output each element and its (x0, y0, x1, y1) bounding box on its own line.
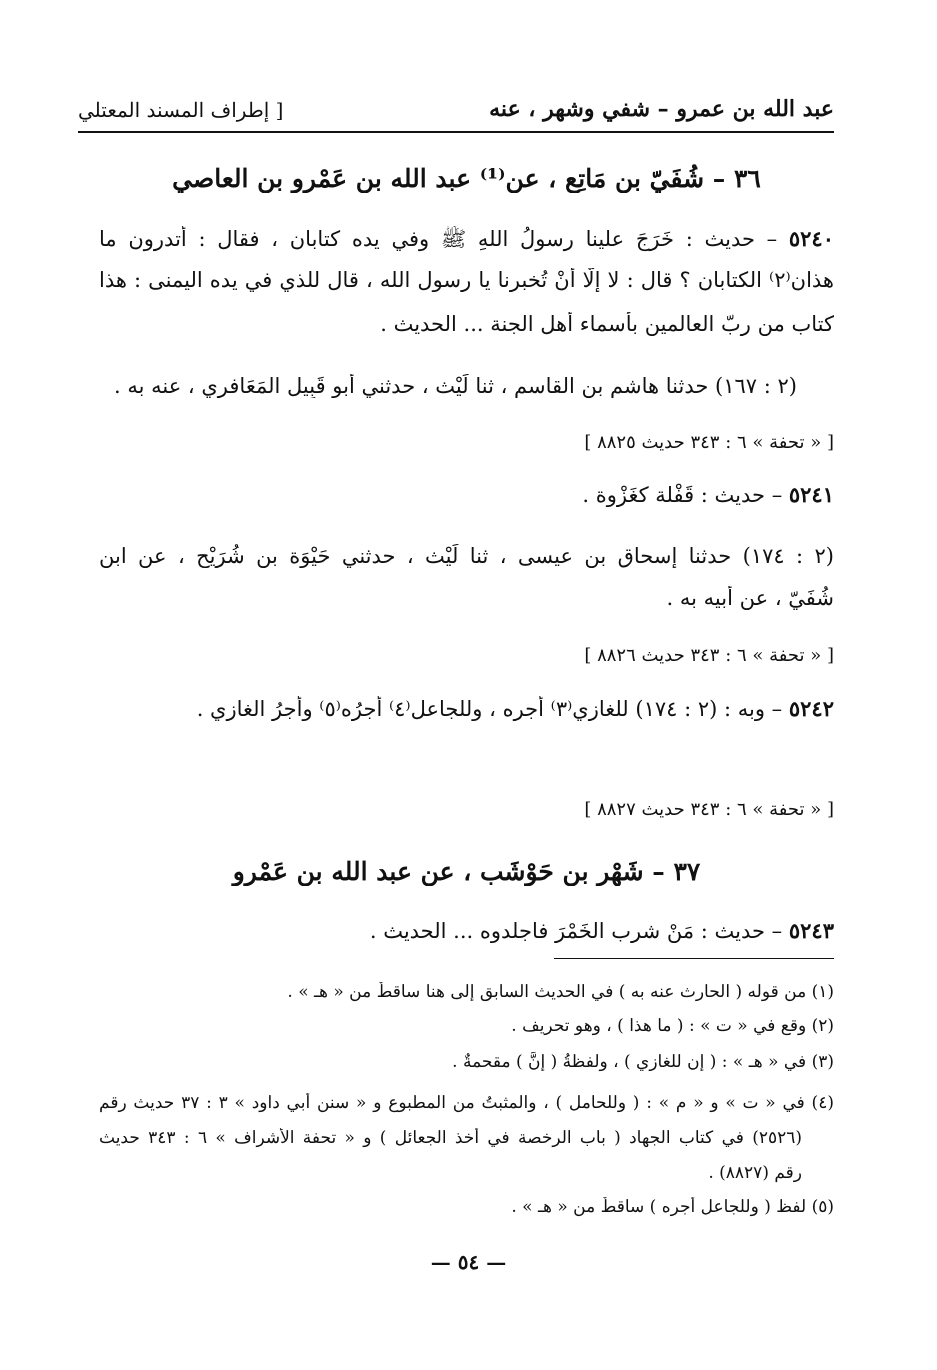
footnote-rule (554, 958, 834, 959)
footnote-4-line-1: (٤) في « ت » و « م » : ( وللحامل ) ، والمثبتُ من المطبوع و « سنن أبي داود » ٣ : ٣٧ حديث رقم (99, 1093, 834, 1113)
hadith-number: ٥٢٤٢ (788, 696, 834, 721)
isnad-5241-line-2: شُفَيّ ، عن أبيه به . (666, 586, 834, 610)
running-title: عبد الله بن عمرو – شفي وشهر ، عنه (489, 96, 834, 122)
tuhfa-ref-5240: [ « تحفة » ٦ : ٣٤٣ حديث ٨٨٢٥ ] (584, 432, 834, 453)
header-rule (78, 131, 834, 133)
hadith-5240-line-1 (99, 226, 834, 257)
hadith-number: ٥٢٤٠ (788, 226, 834, 251)
hadith-number: ٥٢٤٣ (788, 918, 834, 943)
footnote-4-line-2: (٢٥٢٦) في كتاب الجهاد ( باب الرخصة في أخذ الجعائل ) و « تحفة الأشراف » ٦ : ٣٤٣ حديث (99, 1128, 802, 1148)
hadith-text: – وبه : (٢ : ١٧٤) للغازي⁽٣⁾ أجره ، وللجاعل⁽٤⁾ أجرُه⁽٥⁾ وأجرُ الغازي . (196, 697, 783, 721)
tuhfa-ref-5241: [ « تحفة » ٦ : ٣٤٣ حديث ٨٨٢٦ ] (584, 645, 834, 666)
footnote-4-line-3: رقم (٨٨٢٧) . (708, 1163, 802, 1183)
hadith-5242 (99, 696, 834, 721)
section-heading-37: ٣٧ – شَهْر بن حَوْشَب ، عن عبد الله بن عَمْرو (232, 857, 701, 886)
hadith-text: – حديث : مَنْ شرب الخَمْرَ فاجلدوه ... الحديث . (369, 919, 783, 943)
footnote-5: (٥) لفظ ( وللجاعل أجره ) ساقطٌ من « هـ » . (511, 1197, 834, 1217)
footnote-1: (١) من قوله ( الحارث عنه به ) في الحديث السابق إلى هنا ساقطٌ من « هـ » . (287, 982, 834, 1002)
hadith-text: – حديث : خَرَجَ علينا رسولُ اللهِ ﷺ وفي يده كتابان ، فقال : أتدرون ما (99, 227, 778, 251)
footnote-3: (٣) في « هـ » : ( إن للغازي ) ، ولفظةُ ( إنَّ ) مقحمةٌ . (452, 1052, 834, 1072)
isnad-5240: (٢ : ١٦٧) حدثنا هاشم بن القاسم ، ثنا لَيْث ، حدثني أبو قَبِيل المَعَافري ، عنه به . (113, 374, 797, 398)
tuhfa-ref-5242: [ « تحفة » ٦ : ٣٤٣ حديث ٨٨٢٧ ] (584, 799, 834, 820)
hadith-5240-line-3: كتاب من ربّ العالمين بأسماء أهل الجنة ... الحديث . (380, 312, 834, 336)
hadith-5241 (99, 482, 834, 507)
page-number: — ٥٤ — (430, 1250, 507, 1274)
hadith-5240-line-2: هذان⁽٢⁾ الكتابان ؟ قال : لا إلّا أنْ تُخبرنا يا رسول الله ، قال للذي في يده اليمنى : هذا (99, 268, 834, 292)
footnote-2: (٢) وقع في « ت » : ( ما هذا ) ، وهو تحريف . (511, 1016, 834, 1036)
hadith-number: ٥٢٤١ (788, 482, 834, 507)
hadith-5243 (99, 918, 834, 943)
section-heading-36: ٣٦ – شُفَيّ بن مَاتِع ، عن⁽¹⁾ عبد الله بن عَمْرو بن العاصي (172, 164, 761, 193)
book-title: [ إطراف المسند المعتلي (78, 98, 284, 122)
hadith-text: – حديث : قَفْلة كغَزْوة . (582, 483, 783, 507)
isnad-5241-line-1: (٢ : ١٧٤) حدثنا إسحاق بن عيسى ، ثنا لَيْث ، حدثني حَيْوَة بن شُرَيْح ، عن ابن (99, 544, 834, 568)
